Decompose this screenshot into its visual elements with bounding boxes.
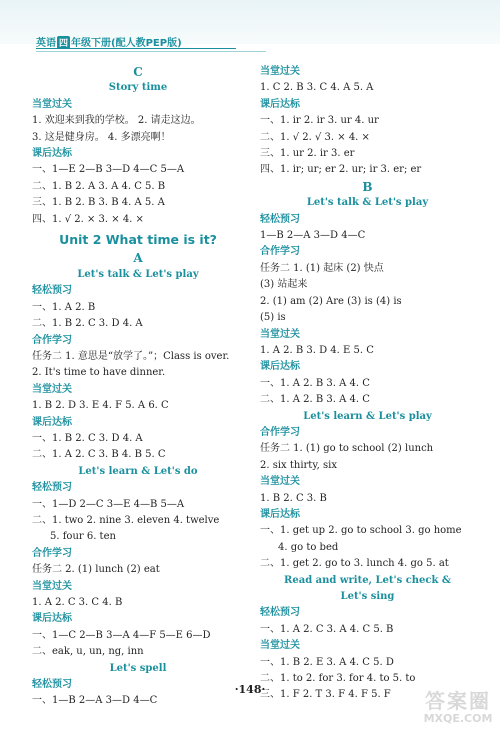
lesson-heading: Let's learn & Let's do — [78, 465, 198, 477]
section-label: 当堂过关 — [260, 476, 300, 488]
answer-line: 1—B 2—A 3—D 4—C — [260, 230, 366, 242]
section-label: 课后达标 — [32, 148, 72, 160]
book-subject: 英语 — [36, 38, 56, 49]
answer-line: 二、1. two 2. nine 3. eleven 4. twelve — [32, 514, 220, 526]
part-heading: B — [362, 179, 373, 194]
section-label: 课后达标 — [32, 416, 72, 428]
answer-line: 1. B 2. D 3. E 4. F 5. A 6. C — [32, 400, 169, 412]
part-heading: A — [133, 251, 143, 266]
answer-line: 2. six thirty, six — [260, 459, 337, 471]
answer-line: 四、1. ir; ur; er 2. ur; ir 3. er; er — [260, 164, 422, 176]
answer-line: 三、1. ur 2. ir 3. er — [260, 148, 355, 160]
lesson-heading: Story time — [108, 82, 168, 94]
page-number: ·148· — [234, 683, 266, 696]
section-label: 当堂过关 — [32, 580, 72, 592]
answer-line: 二、1. B 2. C 3. D 4. A — [32, 318, 143, 330]
site-watermark — [422, 690, 494, 730]
answer-line: 二、1. A 2. B 3. A 4. C — [260, 394, 370, 406]
lesson-heading: Read and write, Let's check & — [284, 574, 451, 586]
answer-line: 二、eak, u, un, ng, inn — [32, 646, 144, 658]
answer-line: 一、1—D 2—C 3—E 4—B 5—A — [32, 498, 185, 510]
section-label: 合作学习 — [32, 547, 72, 559]
answer-line: (3) 站起来 — [260, 279, 308, 291]
section-label: 课后达标 — [260, 361, 300, 373]
answer-line: 一、1. B 2. E 3. A 4. C 5. D — [260, 656, 394, 668]
section-label: 轻松预习 — [32, 679, 72, 691]
section-label: 课后达标 — [260, 98, 300, 110]
unit-title: Unit 2 What time is it? — [59, 232, 217, 248]
answer-line: 一、1—B 2—A 3—D 4—C — [32, 695, 158, 707]
section-label: 合作学习 — [260, 246, 300, 258]
section-label: 轻松预习 — [32, 285, 72, 297]
answer-line: 二、1. to 2. for 3. for 4. to 5. to — [260, 673, 416, 685]
answer-line: 一、1. A 2. C 3. A 4. C 5. B — [260, 623, 394, 635]
answer-line: 任务二 1. 意思是“放学了。”；Class is over. — [32, 350, 230, 362]
section-label: 轻松预习 — [260, 607, 300, 619]
section-label: 课后达标 — [32, 613, 72, 625]
lesson-heading: Let's spell — [109, 662, 167, 674]
section-label: 当堂过关 — [32, 98, 72, 110]
answer-line: (5) is — [260, 312, 286, 324]
answer-line: 一、1. B 2. C 3. D 4. A — [32, 432, 143, 444]
section-label: 当堂过关 — [32, 383, 72, 395]
answer-line: 一、1. get up 2. go to school 3. go home — [260, 525, 462, 537]
section-label: 课后达标 — [260, 508, 300, 520]
answer-line: 二、1. A 2. C 3. B 4. B 5. C — [32, 449, 166, 461]
answer-line: 任务二 2. (1) lunch (2) eat — [32, 564, 160, 576]
answer-line: 二、1. get 2. go to 3. lunch 4. go 5. at — [260, 558, 449, 570]
answer-line: 一、1. A 2. B — [32, 301, 96, 313]
answer-line: 一、1. A 2. B 3. A 4. C — [260, 377, 370, 389]
answer-line: 1. 欢迎来到我的学校。 2. 请走这边。 — [32, 115, 201, 127]
header-rule — [36, 48, 236, 49]
answer-line: 4. go to bed — [278, 541, 339, 553]
answer-line: 1. A 2. C 3. C 4. B — [32, 597, 123, 608]
part-heading: C — [133, 65, 143, 79]
answer-line: 2. (1) am (2) Are (3) is (4) is — [260, 295, 402, 307]
book-title — [36, 34, 182, 49]
answer-line: 任务二 1. (1) go to school (2) lunch — [260, 443, 434, 455]
answer-line: 二、1. √ 2. √ 3. × 4. × — [260, 131, 370, 143]
answer-line: 一、1—E 2—B 3—D 4—C 5—A — [32, 164, 185, 176]
answer-line: 四、1. √ 2. × 3. × 4. × — [32, 213, 144, 225]
answer-line: 3. 这是健身房。 4. 多漂亮啊！ — [32, 131, 171, 143]
answer-line: 二、1. B 2. A 3. A 4. C 5. B — [32, 180, 166, 192]
lesson-heading: Let's talk & Let's play — [306, 197, 429, 209]
answer-line: 1. B 2. C 3. B — [260, 492, 327, 504]
right-column — [260, 64, 475, 704]
watermark-site: MXQE.COM — [423, 712, 493, 725]
book-edition: 年级下册(配人教PEP版) — [71, 38, 182, 49]
section-label: 当堂过关 — [260, 640, 300, 652]
answer-line: 一、1. ir 2. ir 3. ur 4. ur — [260, 115, 379, 127]
answer-line: 三、1. B 2. B 3. B 4. A 5. A — [32, 197, 165, 209]
section-label: 当堂过关 — [260, 66, 300, 77]
answer-line: 1. C 2. B 3. C 4. A 5. A — [260, 82, 374, 94]
answer-line: 2. It's time to have dinner. — [32, 367, 166, 379]
lesson-heading: Let's talk & Let's play — [77, 268, 199, 280]
answer-line: 一、1—C 2—B 3—A 4—F 5—E 6—D — [32, 629, 211, 641]
section-label: 轻松预习 — [32, 482, 72, 494]
left-column — [32, 64, 244, 710]
answer-line: 三、1. F 2. T 3. F 4. F 5. F — [260, 689, 391, 701]
section-label: 当堂过关 — [260, 328, 300, 340]
lesson-heading: Let's learn & Let's play — [303, 410, 432, 422]
grade-badge: 四 — [57, 36, 70, 49]
answer-line: 任务二 1. (1) 起床 (2) 快点 — [260, 262, 384, 274]
section-label: 合作学习 — [32, 334, 72, 346]
answer-line: 5. four 6. ten — [50, 531, 116, 543]
section-label: 轻松预习 — [260, 213, 300, 225]
section-label: 合作学习 — [260, 426, 300, 438]
answer-line: 1. A 2. B 3. D 4. E 5. C — [260, 344, 374, 356]
lesson-heading: Let's sing — [340, 591, 395, 602]
watermark-mark: 答案圈 — [425, 689, 491, 713]
